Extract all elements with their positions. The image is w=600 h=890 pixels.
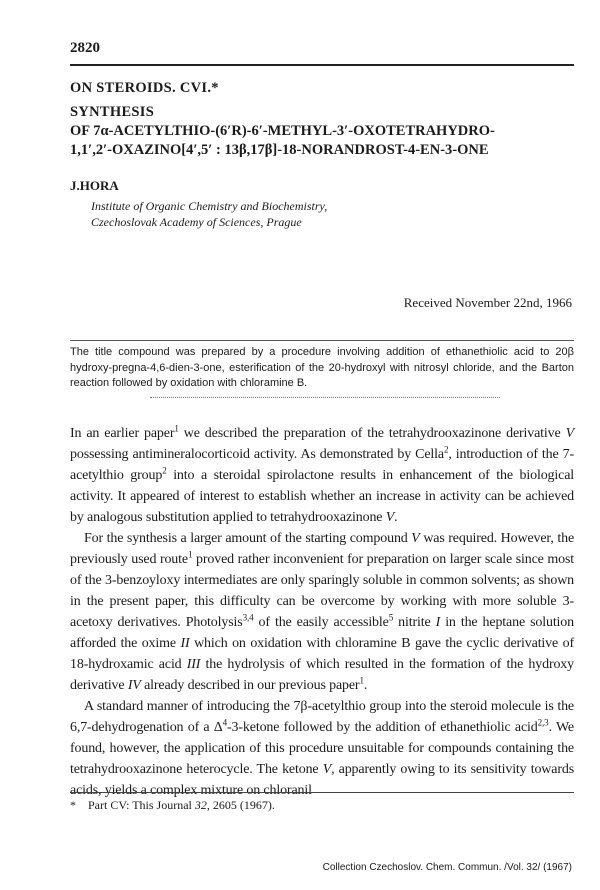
author-name: J.HORA bbox=[70, 178, 119, 193]
affiliation-line-1: Institute of Organic Chemistry and Biochemistry, bbox=[91, 199, 328, 213]
paragraph-2: For the synthesis a larger amount of the starting compound V was required. However, the previously used route$^1$ proved rather inconvenient for preparation on larger scale since most of the 3-benzoyloxy intermediates are only sparingly soluble in common solvents; as shown in the present paper, this difficulty can be overcome by working with more soluble 3-acetoxy derivatives. Photolysis$^{3,4}$ of the easily accessible$^5$ nitrite I in the heptane solution afforded the oxime II which on oxidation with chloramine B gave the cyclic derivative of 18-hydroxamic acid III the hydrolysis of which resulted in the formation of the hydroxy derivative IV already described in our previous paper$^1$. bbox=[70, 531, 575, 693]
journal-citation: Collection Czechoslov. Chem. Commun. /Vol. 32/ (1967) bbox=[322, 862, 572, 873]
title-line-3: 1,1′,2′-OXAZINO[4′,5′ : 13β,17β]-18-NORANDROST-4-EN-3-ONE bbox=[70, 142, 489, 158]
abstract-bottom-rule bbox=[150, 397, 500, 398]
footnote: * Part CV: This Journal 32, 2605 (1967). bbox=[70, 798, 275, 812]
received-date: Received November 22nd, 1966 bbox=[403, 295, 572, 310]
series-title: ON STEROIDS. CVI.* bbox=[70, 80, 219, 96]
title-line-2: OF 7α-ACETYLTHIO-(6′R)-6′-METHYL-3′-OXOTETRAHYDRO- bbox=[70, 123, 495, 139]
footnote-rule bbox=[70, 792, 574, 793]
abstract: The title compound was prepared by a procedure involving addition of ethanethiolic acid to 20β hydroxy-pregna-4,6-dien-3-one, esterification of the 20-hydroxyl with nitrosyl chloride, and the Barton reaction followed by oxidation with chloramine B. bbox=[70, 346, 574, 389]
title-line-1: SYNTHESIS bbox=[70, 104, 155, 120]
paragraph-1: In an earlier paper$^1$ we described the preparation of the tetrahydrooxazinone derivative V possessing antimineralocorticoid activity. As demonstrated by Cella$^2$, introduction of the 7-acetylthio group$^2$ into a steroidal spirolactone results in enhancement of the biological activity. It appeared of interest to establish whether an increase in activity can be achieved by analogous substitution applied to tetrahydrooxazinone V. bbox=[70, 423, 575, 525]
body-text bbox=[70, 423, 574, 801]
paragraph-3: A standard manner of introducing the 7β-acetylthio group into the steroid molecule is the 6,7-dehydrogenation of a $\Delta^4-3$-ketone followed by the addition of ethanethiolic acid$^{2,3}$. We found, however, the application of this procedure unsuitable for compounds containing the tetrahydrooxazinone heterocycle. The ketone V, apparently owing to its sensitivity towards acids, yields a complex mixture on chloranil bbox=[70, 699, 574, 798]
affiliation-line-2: Czechoslovak Academy of Sciences, Prague bbox=[91, 215, 302, 229]
page-number: 2820 bbox=[70, 40, 100, 56]
abstract-top-rule bbox=[70, 340, 574, 341]
footnote-marker: * bbox=[70, 798, 76, 812]
header-rule bbox=[70, 64, 574, 66]
